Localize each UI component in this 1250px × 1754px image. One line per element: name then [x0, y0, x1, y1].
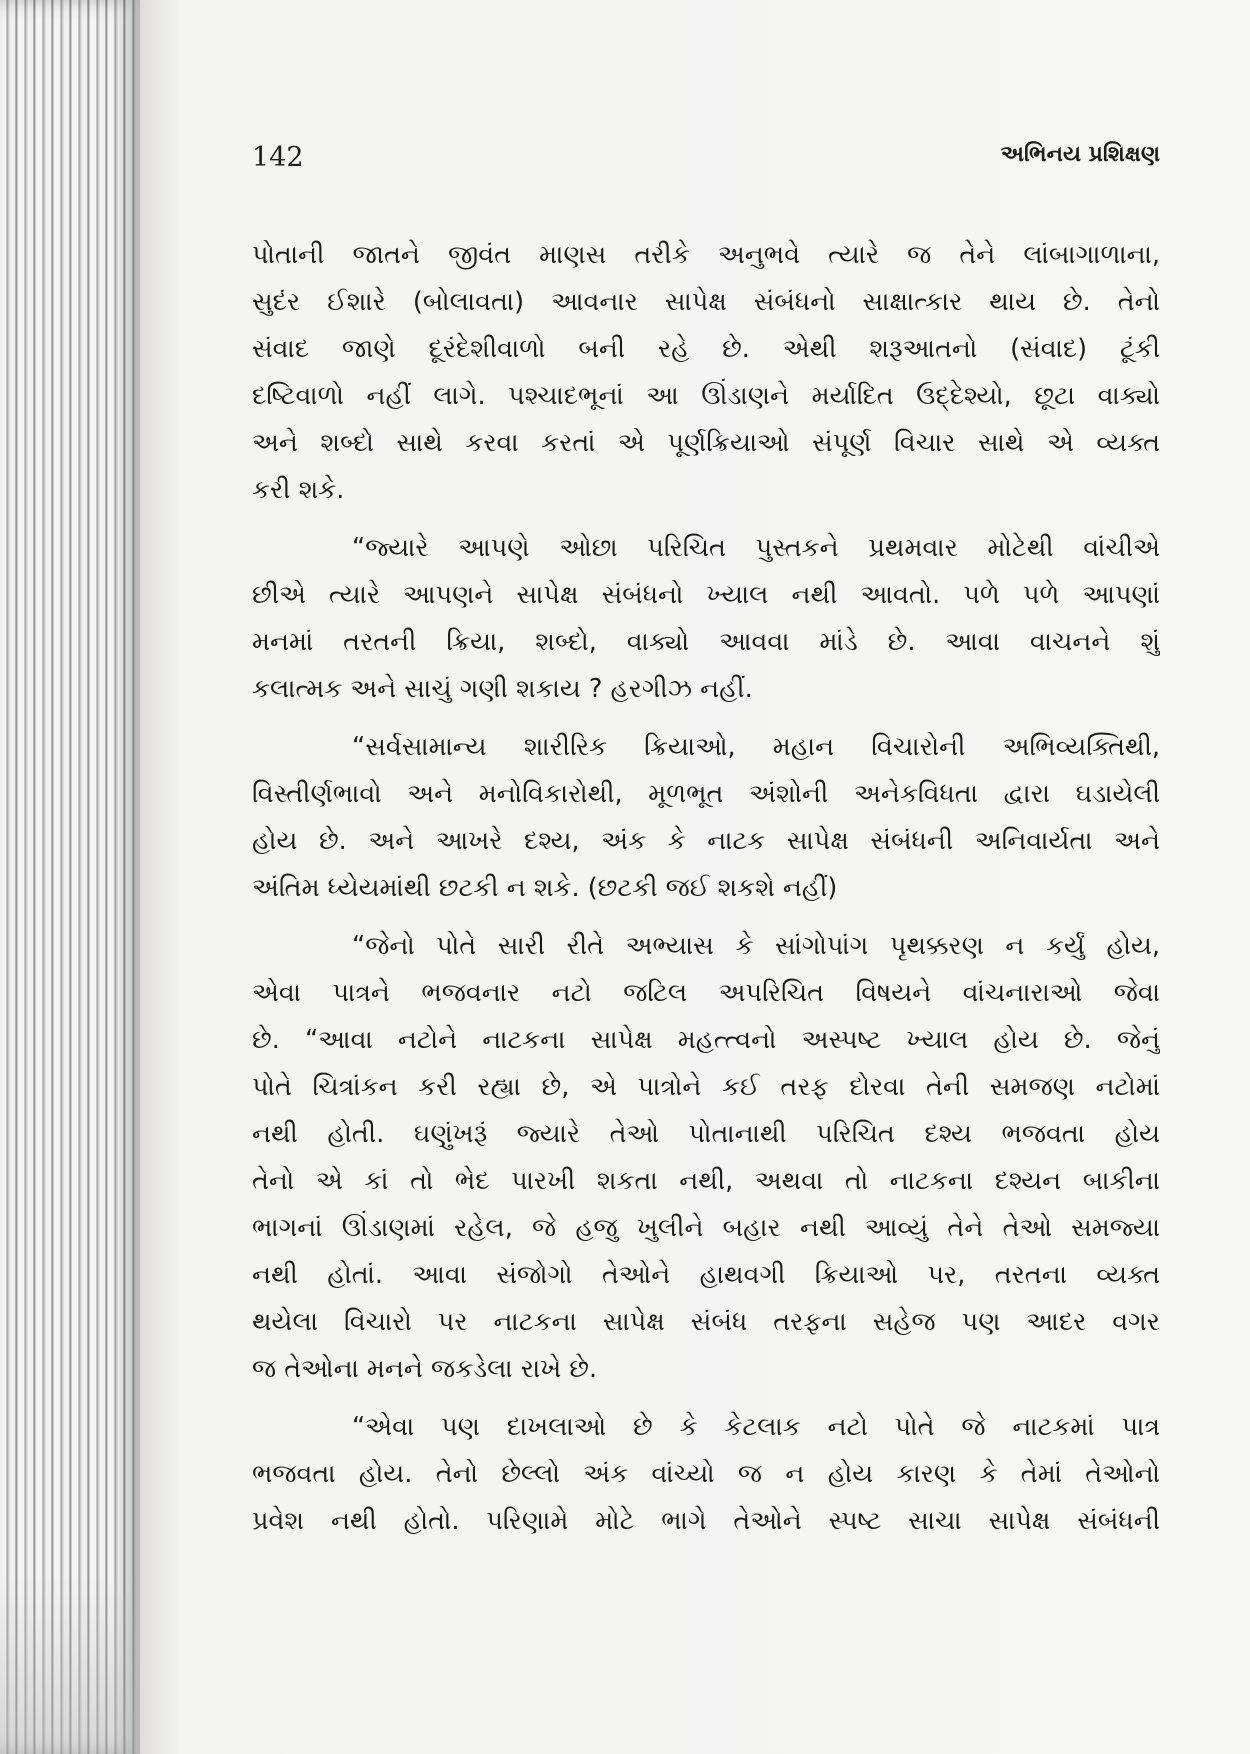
paragraph — [252, 1404, 1160, 1545]
text-line: “સર્વસામાન્ય શારીરિક ક્રિયાઓ, મહાન વિચારોની અભિવ્યક્તિથી, — [352, 732, 1160, 762]
text-line: દષ્ટિવાળો નહીં લાગે. પશ્ચાદભૂનાં આ ઊંડાણને મર્યાદિત ઉદ્દેશ્યો, છૂટા વાક્યો — [252, 381, 1160, 411]
text-line: છે. “આવા નટોને નાટકના સાપેક્ષ મહત્ત્વનો અસ્પષ્ટ ખ્યાલ હોય છે. જેનું — [252, 1025, 1160, 1055]
text-line: અને શબ્દો સાથે કરવા કરતાં એ પૂર્ણક્રિયાઓ સંપૂર્ણ વિચાર સાથે એ વ્યક્ત — [252, 428, 1160, 458]
text-line: “જ્યારે આપણે ઓછા પરિચિત પુસ્તકને પ્રથમવાર મોટેથી વાંચીએ — [352, 533, 1160, 563]
text-line: ભાગનાં ઊંડાણમાં રહેલ, જે હજુ ખુલીને બહાર નથી આવ્યું તેને તેઓ સમજ્યા — [252, 1213, 1160, 1243]
text-line: કરી શકે. — [252, 475, 345, 505]
text-line: સુદંર ઈશારે (બોલાવતા) આવનાર સાપેક્ષ સંબંધનો સાક્ષાત્કાર થાય છે. તેનો — [252, 287, 1160, 317]
book-page — [140, 0, 1250, 1754]
paragraph — [252, 724, 1160, 912]
text-line: કલાત્મક અને સાચું ગણી શકાય ? હરગીઝ નહીં. — [252, 674, 753, 704]
text-line: જ તેઓના મનને જકડેલા રાખે છે. — [252, 1354, 598, 1384]
text-line: પ્રવેશ નથી હોતો. પરિણામે મોટે ભાગે તેઓને સ્પષ્ટ સાચા સાપેક્ષ સંબંધની — [252, 1506, 1160, 1536]
book-page-edges — [0, 0, 140, 1754]
text-line: સંવાદ જાણે દૂરંદેશીવાળો બની રહે છે. એથી શરૂઆતનો (સંવાદ) ટૂંકી — [252, 334, 1160, 364]
body-text — [252, 232, 1160, 1545]
running-title: અભિનય પ્રશિક્ષણ — [1000, 142, 1160, 167]
paragraph — [252, 525, 1160, 713]
text-line: થયેલા વિચારો પર નાટકના સાપેક્ષ સંબંધ તરફના સહેજ પણ આદર વગર — [252, 1307, 1160, 1337]
text-line: છીએ ત્યારે આપણને સાપેક્ષ સંબંધનો ખ્યાલ નથી આવતો. પળે પળે આપણાં — [252, 580, 1160, 610]
text-line: હોય છે. અને આખરે દશ્ય, અંક કે નાટક સાપેક્ષ સંબંધની અનિવાર્યતા અને — [252, 826, 1160, 856]
text-line: વિસ્તીર્ણભાવો અને મનોવિકારોથી, મૂળભૂત અંશોની અનેકવિધતા દ્વારા ઘડાયેલી — [252, 779, 1160, 809]
text-line: પોતે ચિત્રાંકન કરી રહ્યા છે, એ પાત્રોને કઈ તરફ દોરવા તેની સમજણ નટોમાં — [252, 1072, 1160, 1102]
text-line: તેનો એ કાં તો ભેદ પારખી શકતા નથી, અથવા તો નાટકના દશ્યન બાકીના — [252, 1166, 1160, 1196]
text-line: મનમાં તરતની ક્રિયા, શબ્દો, વાક્યો આવવા માંડે છે. આવા વાચનને શું — [252, 627, 1160, 657]
paragraph — [252, 923, 1160, 1393]
text-line: નથી હોતાં. આવા સંજોગો તેઓને હાથવગી ક્રિયાઓ પર, તરતના વ્યક્ત — [252, 1260, 1160, 1290]
text-line: “જેનો પોતે સારી રીતે અભ્યાસ કે સાંગોપાંગ પૃથક્કરણ ન કર્યું હોય, — [352, 931, 1160, 961]
text-line: અંતિમ ધ્યેયમાંથી છટકી ન શકે. (છટકી જઈ શકશે નહીં) — [252, 873, 838, 903]
text-line: એવા પાત્રને ભજવનાર નટો જટિલ અપરિચિત વિષયને વાંચનારાઓ જેવા — [252, 978, 1160, 1008]
text-line: નથી હોતી. ઘણુંખરૂં જ્યારે તેઓ પોતાનાથી પરિચિત દશ્ય ભજવતા હોય — [252, 1119, 1160, 1149]
paragraph — [252, 232, 1160, 514]
page-header — [252, 142, 1160, 182]
text-line: પોતાની જાતને જીવંત માણસ તરીકે અનુભવે ત્યારે જ તેને લાંબાગાળાના, — [252, 240, 1160, 270]
text-line: ભજવતા હોય. તેનો છેલ્લો અંક વાંચ્યો જ ન હોય કારણ કે તેમાં તેઓનો — [252, 1459, 1160, 1489]
page-number: 142 — [252, 142, 304, 173]
text-line: “એવા પણ દાખલાઓ છે કે કેટલાક નટો પોતે જે નાટકમાં પાત્ર — [352, 1412, 1160, 1442]
